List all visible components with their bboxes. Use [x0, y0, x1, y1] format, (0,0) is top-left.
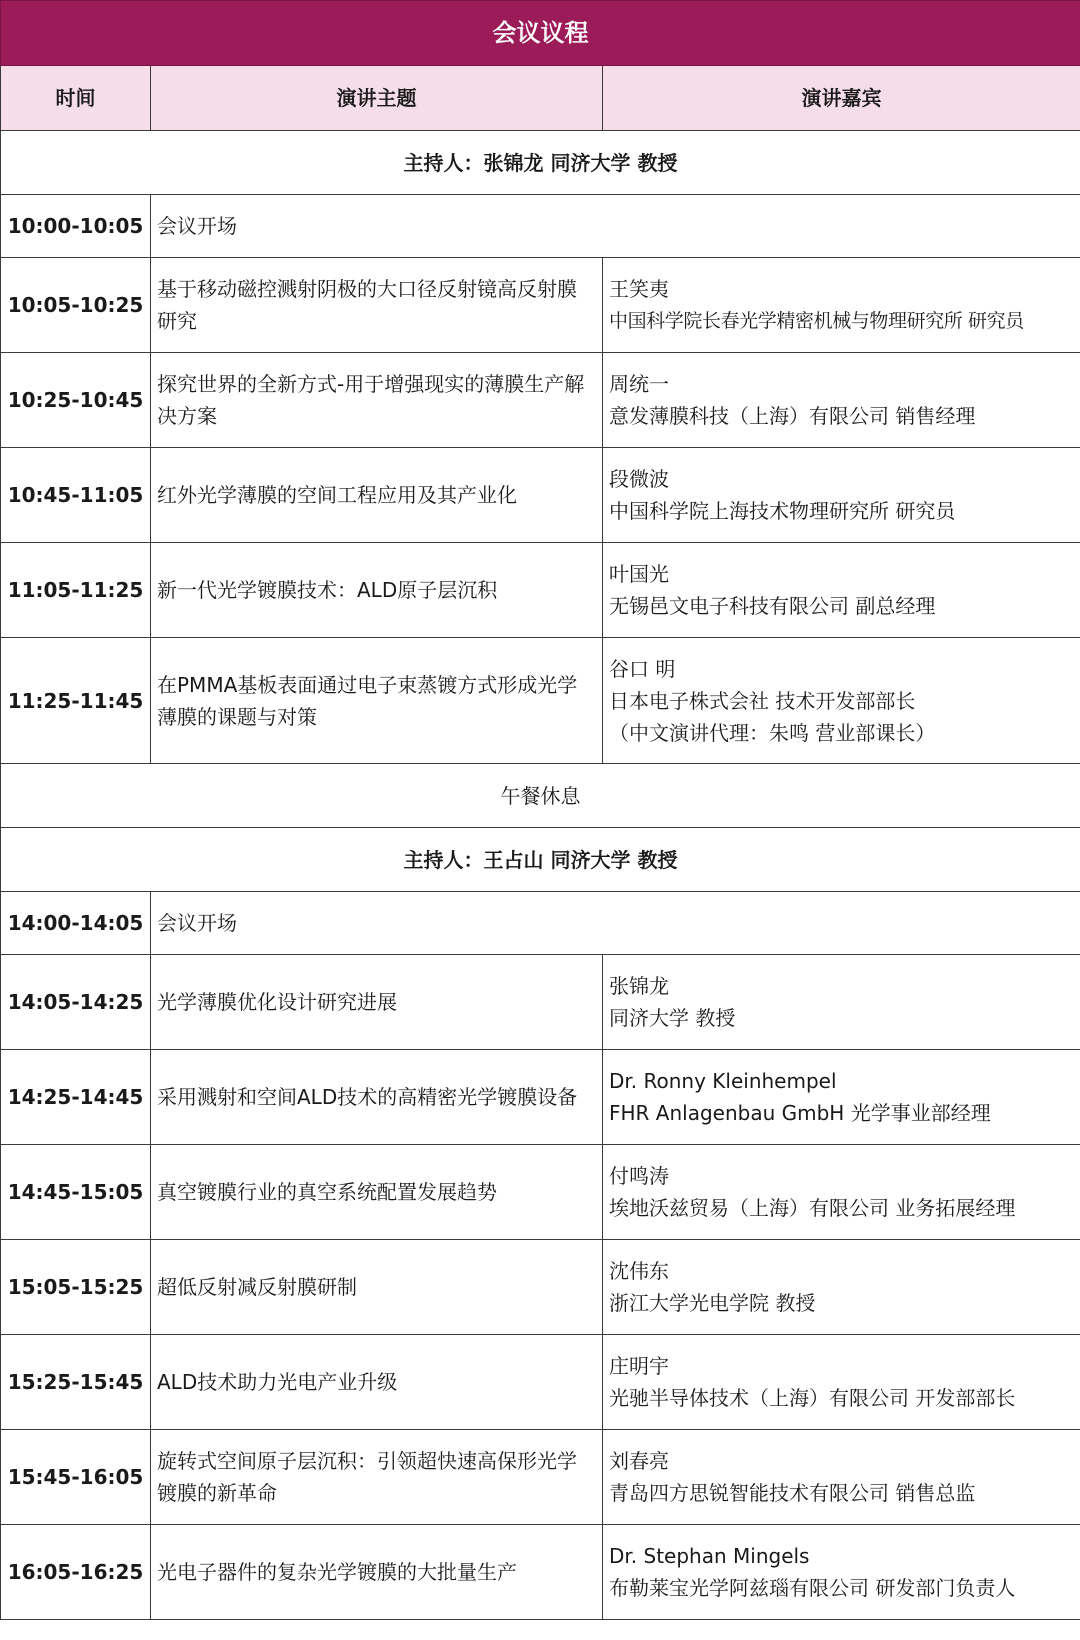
session-speaker — [603, 543, 1080, 638]
session-topic: 新一代光学镀膜技术：ALD原子层沉积 — [151, 543, 603, 638]
session-time: 14:05-14:25 — [1, 955, 151, 1050]
table-row — [1, 892, 1080, 955]
session-speaker — [603, 1240, 1080, 1335]
speaker-affiliation: FHR Anlagenbau GmbH 光学事业部经理 — [609, 1101, 991, 1125]
table-row — [1, 1050, 1080, 1145]
speaker-affiliation: 中国科学院上海技术物理研究所 研究员 — [609, 499, 956, 523]
speaker-affiliation: 光驰半导体技术（上海）有限公司 开发部部长 — [609, 1386, 1016, 1410]
speaker-name: Dr. Stephan Mingels — [609, 1544, 810, 1568]
session-speaker — [603, 1430, 1080, 1525]
session-time: 15:45-16:05 — [1, 1430, 151, 1525]
session-topic: 在PMMA基板表面通过电子束蒸镀方式形成光学薄膜的课题与对策 — [151, 638, 603, 764]
table-row — [1, 1525, 1080, 1620]
speaker-affiliation: 同济大学 教授 — [609, 1006, 736, 1030]
session-topic: 采用溅射和空间ALD技术的高精密光学镀膜设备 — [151, 1050, 603, 1145]
session-time: 11:25-11:45 — [1, 638, 151, 764]
session-speaker — [603, 258, 1080, 353]
speaker-affiliation: 无锡邑文电子科技有限公司 副总经理 — [609, 594, 936, 618]
session-topic: 探究世界的全新方式-用于增强现实的薄膜生产解决方案 — [151, 353, 603, 448]
session-time: 10:05-10:25 — [1, 258, 151, 353]
session-topic: 会议开场 — [151, 195, 1080, 258]
speaker-name: 周统一 — [609, 372, 669, 396]
speaker-name: 叶国光 — [609, 562, 669, 586]
host-morning: 主持人：张锦龙 同济大学 教授 — [1, 131, 1080, 195]
table-row — [1, 543, 1080, 638]
table-row — [1, 1430, 1080, 1525]
session-speaker — [603, 448, 1080, 543]
table-row — [1, 1240, 1080, 1335]
session-time: 11:05-11:25 — [1, 543, 151, 638]
table-row — [1, 1335, 1080, 1430]
host-row-morning — [1, 131, 1080, 195]
speaker-name: 谷口 明 — [609, 656, 676, 681]
speaker-name: Dr. Ronny Kleinhempel — [609, 1069, 837, 1093]
table-row — [1, 195, 1080, 258]
session-speaker — [603, 1145, 1080, 1240]
session-speaker — [603, 1525, 1080, 1620]
host-row-afternoon — [1, 828, 1080, 892]
session-topic: 基于移动磁控溅射阴极的大口径反射镜高反射膜研究 — [151, 258, 603, 353]
table-row — [1, 258, 1080, 353]
speaker-name: 庄明宇 — [609, 1354, 669, 1378]
session-time: 14:25-14:45 — [1, 1050, 151, 1145]
speaker-affiliation: 青岛四方思锐智能技术有限公司 销售总监 — [609, 1481, 976, 1505]
speaker-name: 刘春亮 — [609, 1449, 669, 1473]
session-time: 14:45-15:05 — [1, 1145, 151, 1240]
table-row — [1, 353, 1080, 448]
session-speaker — [603, 1050, 1080, 1145]
table-row — [1, 638, 1080, 764]
session-speaker — [603, 955, 1080, 1050]
session-speaker — [603, 638, 1080, 764]
session-time: 16:05-16:25 — [1, 1525, 151, 1620]
session-topic: 超低反射减反射膜研制 — [151, 1240, 603, 1335]
speaker-affiliation: 浙江大学光电学院 教授 — [609, 1291, 816, 1315]
header-topic: 演讲主题 — [151, 66, 603, 131]
session-topic: 红外光学薄膜的空间工程应用及其产业化 — [151, 448, 603, 543]
speaker-affiliation: 日本电子株式会社 技术开发部部长 — [609, 688, 916, 713]
table-row — [1, 1145, 1080, 1240]
title-row — [1, 1, 1080, 66]
session-time: 10:25-10:45 — [1, 353, 151, 448]
speaker-note: （中文演讲代理：朱鸣 营业部课长） — [609, 720, 936, 745]
session-time: 15:05-15:25 — [1, 1240, 151, 1335]
table-row — [1, 448, 1080, 543]
speaker-affiliation: 埃地沃兹贸易（上海）有限公司 业务拓展经理 — [609, 1196, 1016, 1220]
session-time: 15:25-15:45 — [1, 1335, 151, 1430]
header-time: 时间 — [1, 66, 151, 131]
session-topic: ALD技术助力光电产业升级 — [151, 1335, 603, 1430]
session-time: 10:00-10:05 — [1, 195, 151, 258]
lunch-break-row — [1, 764, 1080, 828]
speaker-name: 王笑夷 — [609, 277, 669, 301]
session-topic: 旋转式空间原子层沉积：引领超快速高保形光学镀膜的新革命 — [151, 1430, 603, 1525]
speaker-affiliation: 中国科学院长春光学精密机械与物理研究所 研究员 — [609, 310, 1024, 332]
speaker-name: 段微波 — [609, 467, 669, 491]
speaker-name: 付鸣涛 — [609, 1164, 669, 1188]
header-row — [1, 66, 1080, 131]
session-topic: 光电子器件的复杂光学镀膜的大批量生产 — [151, 1525, 603, 1620]
lunch-break: 午餐休息 — [1, 764, 1080, 828]
speaker-name: 沈伟东 — [609, 1259, 669, 1283]
speaker-affiliation: 布勒莱宝光学阿兹瑙有限公司 研发部门负责人 — [609, 1576, 1016, 1600]
agenda-title: 会议议程 — [1, 1, 1080, 66]
session-topic: 真空镀膜行业的真空系统配置发展趋势 — [151, 1145, 603, 1240]
table-row — [1, 955, 1080, 1050]
host-afternoon: 主持人：王占山 同济大学 教授 — [1, 828, 1080, 892]
speaker-affiliation: 意发薄膜科技（上海）有限公司 销售经理 — [609, 404, 976, 428]
session-topic: 光学薄膜优化设计研究进展 — [151, 955, 603, 1050]
session-topic: 会议开场 — [151, 892, 1080, 955]
speaker-name: 张锦龙 — [609, 974, 669, 998]
session-time: 14:00-14:05 — [1, 892, 151, 955]
session-time: 10:45-11:05 — [1, 448, 151, 543]
header-speaker: 演讲嘉宾 — [603, 66, 1080, 131]
session-speaker — [603, 1335, 1080, 1430]
session-speaker — [603, 353, 1080, 448]
